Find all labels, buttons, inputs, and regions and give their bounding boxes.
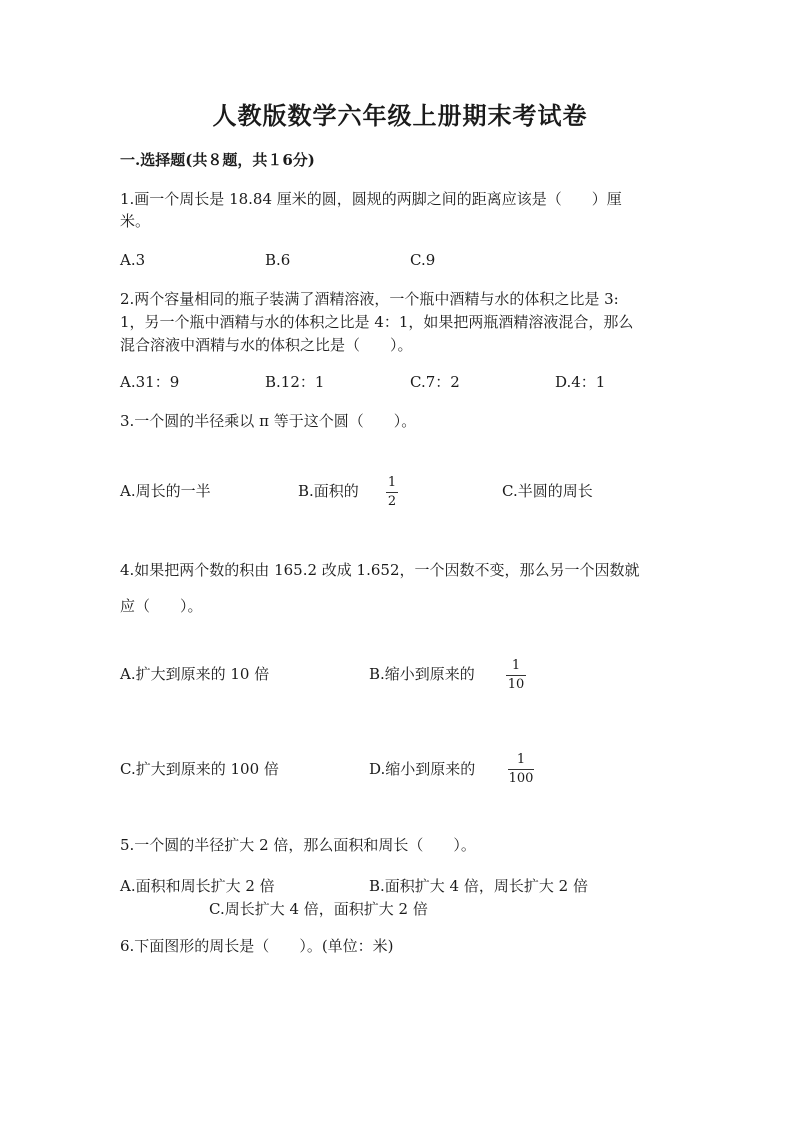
exam-title: 人教版数学六年级上册期末考试卷 [212, 101, 588, 130]
section-heading: 一.选择题(共８题，共１6分) [120, 151, 315, 169]
fraction-bar [506, 675, 526, 676]
question-4-option-d-fraction [508, 753, 534, 786]
fraction-denominator: 2 [387, 494, 397, 509]
question-4-option-a: A.扩大到原来的 10 倍 [120, 665, 270, 683]
question-3-option-b-fraction [386, 476, 398, 509]
question-5-line-1: 5.一个圆的半径扩大 2 倍，那么面积和周长（ ）。 [120, 836, 476, 854]
question-3-option-a: A.周长的一半 [120, 482, 211, 500]
question-1-option-c: C.9 [410, 251, 436, 269]
fraction-bar [386, 492, 398, 493]
fraction-bar [508, 769, 534, 770]
question-4-line-1: 4.如果把两个数的积由 165.2 改成 1.652，一个因数不变，那么另一个因数就 [120, 561, 640, 579]
fraction-numerator: 1 [387, 475, 397, 490]
question-1-line-1: 1.画一个周长是 18.84 厘米的圆，圆规的两脚之间的距离应该是（ ）厘 [120, 190, 622, 208]
question-6-line-1: 6.下面图形的周长是（ ）。(单位：米) [120, 937, 394, 955]
fraction-numerator: 1 [516, 752, 526, 767]
question-5-option-b: B.面积扩大 4 倍，周长扩大 2 倍 [369, 877, 588, 895]
question-1-option-b: B.6 [265, 251, 291, 269]
question-5-option-a: A.面积和周长扩大 2 倍 [120, 877, 275, 895]
question-2-option-a: A.31：9 [120, 373, 180, 391]
question-5-option-c: C.周长扩大 4 倍，面积扩大 2 倍 [209, 900, 428, 918]
question-3-line-1: 3.一个圆的半径乘以 π 等于这个圆（ ）。 [120, 412, 417, 430]
question-4-option-c: C.扩大到原来的 100 倍 [120, 760, 279, 778]
question-2-option-d: D.4：1 [555, 373, 606, 391]
fraction-denominator: 100 [508, 771, 534, 786]
question-2-option-b: B.12：1 [265, 373, 325, 391]
question-1-line-2: 米。 [120, 212, 151, 230]
question-3-option-b: B.面积的 [298, 482, 359, 500]
question-4-line-2: 应（ ）。 [120, 597, 203, 615]
question-4-option-b-fraction [506, 659, 526, 692]
question-1-option-a: A.3 [120, 251, 146, 269]
question-2-option-c: C.7：2 [410, 373, 460, 391]
fraction-numerator: 1 [511, 658, 521, 673]
question-4-option-b: B.缩小到原来的 [369, 665, 475, 683]
question-2-line-1: 2.两个容量相同的瓶子装满了酒精溶液，一个瓶中酒精与水的体积之比是 3: [120, 290, 619, 308]
question-4-option-d: D.缩小到原来的 [369, 760, 476, 778]
question-2-line-2: 1，另一个瓶中酒精与水的体积之比是 4：1，如果把两瓶酒精溶液混合，那么 [120, 313, 634, 331]
fraction-denominator: 10 [507, 677, 525, 692]
question-2-line-3: 混合溶液中酒精与水的体积之比是（ ）。 [120, 336, 413, 354]
question-3-option-c: C.半圆的周长 [502, 482, 593, 500]
